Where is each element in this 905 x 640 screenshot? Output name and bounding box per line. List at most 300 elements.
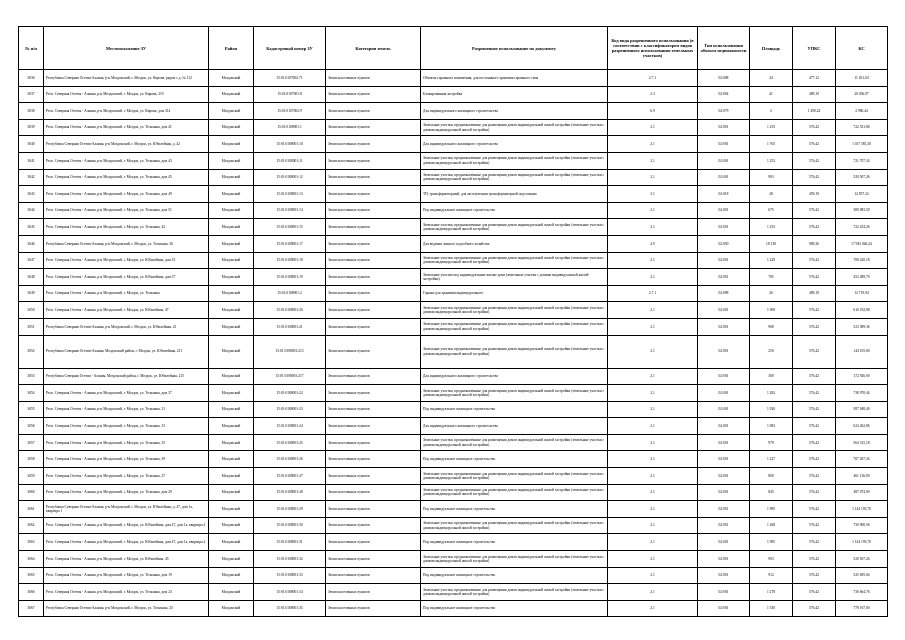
- cell-use-code: 2.1: [608, 252, 698, 269]
- cell-land-category: Земли населенных пунктов: [326, 517, 421, 534]
- cell-use-type: 02:001: [698, 252, 750, 269]
- cell-ks: 389 083,50: [836, 202, 888, 219]
- table-row: [19, 584, 888, 601]
- table-row: [19, 567, 888, 584]
- cell-use-type: 02:001: [698, 302, 750, 319]
- cell-upks: 576,42: [793, 517, 836, 534]
- cell-area: 2: [750, 103, 793, 120]
- cell-use-type: 02:050: [698, 235, 750, 252]
- cell-number: 3053: [19, 368, 44, 385]
- cell-district: Моздокский: [209, 103, 254, 120]
- cell-use-type: 02:018: [698, 186, 750, 203]
- cell-location: Респ. Северная Осетия - Алания, р-н Моздокский, г. Моздок, ул. Кирова, дом 314: [44, 103, 209, 120]
- cell-land-category: Земли населенных пунктов: [326, 335, 421, 368]
- col-header-ks: КС: [836, 27, 888, 70]
- cell-upks: 576,42: [793, 269, 836, 286]
- cell-cadastral-number: 15:01:0108001:1: [254, 119, 326, 136]
- cell-permitted-use: Гаражи для хранения индивидуального: [421, 285, 608, 302]
- cell-permitted-use: Блокированная застройка: [421, 86, 608, 103]
- cell-use-code: 2.1: [608, 152, 698, 169]
- cell-upks: 576,42: [793, 169, 836, 186]
- cell-area: 1 020: [750, 401, 793, 418]
- col-header-land-category: Категория земель: [326, 27, 421, 70]
- cell-permitted-use: Под индивидуальное жилищное строительство: [421, 534, 608, 551]
- cell-upks: 576,42: [793, 551, 836, 568]
- cell-ks: 1 144 193,70: [836, 501, 888, 518]
- table-row: [19, 534, 888, 551]
- cell-area: 1 069: [750, 302, 793, 319]
- cell-permitted-use: Объекты гаражного назначения, для постоянного хранения гаражного типа: [421, 70, 608, 87]
- cell-upks: 576,42: [793, 418, 836, 435]
- cell-permitted-use: Для ведения личного подсобного хозяйства: [421, 235, 608, 252]
- cell-use-type: 02:001: [698, 136, 750, 153]
- cell-ks: 452 489,70: [836, 269, 888, 286]
- cell-location: Респ. Северная Осетия - Алания, р-н Моздокский, г. Моздок, ул. Тельмана, 27: [44, 468, 209, 485]
- cell-number: 3046: [19, 235, 44, 252]
- cell-upks: 576,42: [793, 584, 836, 601]
- cell-number: 3051: [19, 318, 44, 335]
- cell-district: Моздокский: [209, 401, 254, 418]
- cell-number: 3041: [19, 152, 44, 169]
- cell-cadastral-number: 15:01:0108001:213: [254, 335, 326, 368]
- cell-number: 3048: [19, 269, 44, 286]
- cell-cadastral-number: 15:01:0108001:35: [254, 600, 326, 617]
- cell-upks: 576,42: [793, 202, 836, 219]
- cell-ks: 707 267,34: [836, 451, 888, 468]
- cell-land-category: Земли населенных пунктов: [326, 484, 421, 501]
- table-row: [19, 517, 888, 534]
- cell-location: Республика Северная Осетия-Алания, р-н Моздокский, г. Моздок, ул. Кирова, рядом с д. № 112: [44, 70, 209, 87]
- cell-land-category: Земли населенных пунктов: [326, 318, 421, 335]
- cell-ks: 520 507,26: [836, 169, 888, 186]
- cell-use-code: 2.7.1: [608, 70, 698, 87]
- col-header-district: Район: [209, 27, 254, 70]
- table-header-row: [19, 27, 888, 70]
- cell-use-type: 02:001: [698, 152, 750, 169]
- cell-use-code: 2.7.1: [608, 285, 698, 302]
- cell-ks: 172 926,00: [836, 368, 888, 385]
- cell-cadastral-number: 15:01:0108001:217: [254, 368, 326, 385]
- cell-ks: 17 945 046,24: [836, 235, 888, 252]
- table-row: [19, 318, 888, 335]
- cell-permitted-use: Земельные участки, предназначенные для размещения домов индивидуальной жилой застройки (земельные участки с домами индивидуальной жилой застройки): [421, 152, 608, 169]
- document-sheet: [18, 26, 887, 617]
- cell-use-type: 02:001: [698, 501, 750, 518]
- table-row: [19, 434, 888, 451]
- cell-number: 3045: [19, 219, 44, 236]
- cell-cadastral-number: 15:01:0108001:26: [254, 451, 326, 468]
- cell-land-category: Земли населенных пунктов: [326, 468, 421, 485]
- cell-use-code: 2.1: [608, 368, 698, 385]
- table-row: [19, 252, 888, 269]
- cell-number: 3055: [19, 401, 44, 418]
- table-row: [19, 285, 888, 302]
- cell-use-code: 2.1: [608, 567, 698, 584]
- cell-number: 3050: [19, 302, 44, 319]
- cell-location: Респ. Северная Осетия - Алания, р-н Моздокский, г. Моздок, ул. Тельмана, 42: [44, 219, 209, 236]
- cell-permitted-use: Земельные участки, предназначенные для размещения домов индивидуальной жилой застройки (земельные участки с домами индивидуальной жилой застройки): [421, 252, 608, 269]
- cell-upks: 576,42: [793, 567, 836, 584]
- cell-district: Моздокский: [209, 252, 254, 269]
- cell-use-type: 02:001: [698, 219, 750, 236]
- cell-use-code: 2.1: [608, 468, 698, 485]
- cell-use-type: 02:001: [698, 434, 750, 451]
- cell-upks: 576,42: [793, 434, 836, 451]
- cell-number: 3062: [19, 517, 44, 534]
- cell-district: Моздокский: [209, 567, 254, 584]
- cell-land-category: Земли населенных пунктов: [326, 551, 421, 568]
- cell-cadastral-number: 15:01:0108001:18: [254, 252, 326, 269]
- cell-area: 1 282: [750, 385, 793, 402]
- cell-use-code: 6.9: [608, 103, 698, 120]
- cell-number: 3060: [19, 484, 44, 501]
- cell-number: 3043: [19, 186, 44, 203]
- cell-use-code: 2.3: [608, 86, 698, 103]
- cell-land-category: Земли населенных пунктов: [326, 302, 421, 319]
- table-row: [19, 501, 888, 518]
- cell-area: 24: [750, 70, 793, 87]
- cell-number: 3037: [19, 86, 44, 103]
- cell-upks: 576,42: [793, 302, 836, 319]
- cell-area: 1 985: [750, 534, 793, 551]
- cell-ks: 1 017 381,30: [836, 136, 888, 153]
- cell-area: 1 252: [750, 152, 793, 169]
- cell-land-category: Земли населенных пунктов: [326, 584, 421, 601]
- cell-permitted-use: Земельные участки, предназначенные для размещения домов индивидуальной жилой застройки (земельные участки с домами индивидуальной жилой застройки): [421, 302, 608, 319]
- cell-cadastral-number: 15:01:0108001:24: [254, 418, 326, 435]
- cell-upks: 1 490,22: [793, 103, 836, 120]
- table-row: [19, 418, 888, 435]
- cell-area: 26: [750, 285, 793, 302]
- cell-location: Респ. Северная Осетия - Алания, р-н Моздокский, г. Моздок, ул. Юбилейная, 47: [44, 302, 209, 319]
- cell-upks: 489,19: [793, 285, 836, 302]
- cell-location: Республика Северная Осетия-Алания, р-н Моздокский, г. Моздок, ул. Тельмана, 25: [44, 600, 209, 617]
- cell-use-type: 02:001: [698, 517, 750, 534]
- cell-number: 3058: [19, 451, 44, 468]
- cell-number: 3067: [19, 600, 44, 617]
- cell-cadastral-number: 15:01:0108001:30: [254, 517, 326, 534]
- cell-area: 1 229: [750, 252, 793, 269]
- cell-permitted-use: Под индивидуальное жилищное строительство: [421, 501, 608, 518]
- cell-number: 3054: [19, 385, 44, 402]
- cell-cadastral-number: 15:01:0108001:20: [254, 302, 326, 319]
- cell-district: Моздокский: [209, 584, 254, 601]
- cell-ks: 1 144 193,70: [836, 534, 888, 551]
- cell-ks: 144 105,00: [836, 335, 888, 368]
- table-row: [19, 186, 888, 203]
- cell-use-code: 2.1: [608, 302, 698, 319]
- cell-number: 3044: [19, 202, 44, 219]
- cell-use-type: 02:001: [698, 269, 750, 286]
- cell-land-category: Земли населенных пунктов: [326, 269, 421, 286]
- cell-cadastral-number: 15:01:0108001:17: [254, 235, 326, 252]
- cell-permitted-use: ТП, трансформаторный, для эксплуатации трансформаторной подстанции: [421, 186, 608, 203]
- cell-ks: 523 389,36: [836, 318, 888, 335]
- cell-use-code: 2.1: [608, 551, 698, 568]
- cell-ks: 616 192,98: [836, 302, 888, 319]
- cell-ks: 525 695,04: [836, 567, 888, 584]
- cell-district: Моздокский: [209, 70, 254, 87]
- table-row: [19, 451, 888, 468]
- cell-land-category: Земли населенных пунктов: [326, 202, 421, 219]
- table-row: [19, 468, 888, 485]
- cell-use-code: 2.1: [608, 517, 698, 534]
- cell-district: Моздокский: [209, 186, 254, 203]
- cell-upks: 576,42: [793, 335, 836, 368]
- land-plot-table: [18, 26, 888, 617]
- cell-number: 3047: [19, 252, 44, 269]
- cell-upks: 576,42: [793, 119, 836, 136]
- cell-use-type: 02:001: [698, 567, 750, 584]
- cell-district: Моздокский: [209, 219, 254, 236]
- cell-cadastral-number: 15:01:0108001:23: [254, 401, 326, 418]
- cell-number: 3059: [19, 468, 44, 485]
- cell-upks: 576,42: [793, 368, 836, 385]
- cell-ks: 778 167,00: [836, 600, 888, 617]
- cell-use-code: 2.1: [608, 600, 698, 617]
- cell-upks: 576,42: [793, 468, 836, 485]
- cell-land-category: Земли населенных пунктов: [326, 136, 421, 153]
- cell-location: Республика Северная Осетия - Алания, Моздокский район, г. Моздок, ул. Юбилейная, 215: [44, 368, 209, 385]
- table-row: [19, 600, 888, 617]
- cell-district: Моздокский: [209, 285, 254, 302]
- cell-cadastral-number: 15:01:0108001:32: [254, 551, 326, 568]
- cell-location: Респ. Северная Осетия - Алания, р-н Моздокский, г. Моздок, ул. Тельмана, 33: [44, 418, 209, 435]
- cell-location: Респ. Северная Осетия - Алания, р-н Моздокский, г. Моздок, ул. Тельмана, 39: [44, 451, 209, 468]
- cell-area: 1 253: [750, 219, 793, 236]
- cell-district: Моздокский: [209, 434, 254, 451]
- cell-use-code: 2.1: [608, 534, 698, 551]
- cell-permitted-use: Земельные участки, предназначенные для размещения домов индивидуальной жилой застройки (земельные участки с домами индивидуальной жилой застройки): [421, 335, 608, 368]
- col-header-location: Местоположение ЗУ: [44, 27, 209, 70]
- cell-district: Моздокский: [209, 119, 254, 136]
- cell-use-type: 02:001: [698, 385, 750, 402]
- cell-area: 1 350: [750, 600, 793, 617]
- cell-permitted-use: Земельные участки, предназначенные для размещения домов индивидуальной жилой застройки (земельные участки с домами индивидуальной жилой застройки): [421, 119, 608, 136]
- cell-cadastral-number: 15:01:0108001:25: [254, 434, 326, 451]
- cell-area: 903: [750, 551, 793, 568]
- cell-ks: 587 948,40: [836, 401, 888, 418]
- cell-district: Моздокский: [209, 534, 254, 551]
- table-row: [19, 335, 888, 368]
- cell-use-code: 4.9: [608, 235, 698, 252]
- cell-location: Респ. Северная Осетия - Алания, р-н Моздокский, г. Моздок, ул. Кирова, 219: [44, 86, 209, 103]
- cell-ks: 722 254,26: [836, 219, 888, 236]
- cell-use-type: 02:001: [698, 484, 750, 501]
- table-row: [19, 70, 888, 87]
- cell-cadastral-number: 15:01:0107001:8: [254, 86, 326, 103]
- cell-upks: 576,42: [793, 501, 836, 518]
- cell-area: 18 138: [750, 235, 793, 252]
- cell-location: Респ. Северная Осетия - Алания, р-н Моздокский, г. Моздок, ул. Тельмана: [44, 285, 209, 302]
- cell-land-category: Земли населенных пунктов: [326, 186, 421, 203]
- cell-permitted-use: Земельные участки, предназначенные для размещения домов индивидуальной жилой застройки (земельные участки с домами индивидуальной жилой застройки): [421, 169, 608, 186]
- cell-land-category: Земли населенных пунктов: [326, 368, 421, 385]
- cell-location: Республика Северная Осетия-Алания, р-н Моздокский, г. Моздок, ул. Тельмана, 36: [44, 235, 209, 252]
- cell-district: Моздокский: [209, 335, 254, 368]
- cell-district: Моздокский: [209, 152, 254, 169]
- cell-use-type: 02:001: [698, 451, 750, 468]
- cell-use-type: 02:001: [698, 551, 750, 568]
- cell-upks: 576,42: [793, 534, 836, 551]
- cell-use-code: 2.1: [608, 484, 698, 501]
- cell-cadastral-number: 15:01:0108001:22: [254, 385, 326, 402]
- cell-ks: 12 719,94: [836, 285, 888, 302]
- cell-location: Республика Северная Осетия-Алания, р-н Моздокский, г. Моздок, ул. Юбилейная, д. 42: [44, 136, 209, 153]
- cell-cadastral-number: 15:01:0108001:29: [254, 501, 326, 518]
- cell-upks: 989,36: [793, 235, 836, 252]
- table-row: [19, 368, 888, 385]
- cell-location: Респ. Северная Осетия - Алания, р-н Моздокский, г. Моздок, ул. Тельмана, 35: [44, 434, 209, 451]
- cell-ks: 721 707,34: [836, 152, 888, 169]
- cell-location: Респ. Северная Осетия - Алания, р-н Моздокский, г. Моздок, ул. Тельмана, дом 23: [44, 584, 209, 601]
- cell-location: Респ. Северная Осетия - Алания, р-н Моздокский, г. Моздок, ул. Тельмана, дом 43: [44, 152, 209, 169]
- cell-use-code: 3.1: [608, 186, 698, 203]
- cell-area: 675: [750, 202, 793, 219]
- cell-district: Моздокский: [209, 368, 254, 385]
- cell-permitted-use: Земельные участки, предназначенные для размещения домов индивидуальной жилой застройки (земельные участки с домами индивидуальной жилой застройки): [421, 484, 608, 501]
- col-header-number: № п/п: [19, 27, 44, 70]
- cell-cadastral-number: 15:01:0108001:28: [254, 484, 326, 501]
- cell-location: Респ. Северная Осетия - Алания, р-н Моздокский, г. Моздок, ул. Юбилейная, дом 33: [44, 252, 209, 269]
- cell-area: 250: [750, 335, 793, 368]
- cell-cadastral-number: 15:01:0107002:71: [254, 70, 326, 87]
- cell-number: 3064: [19, 551, 44, 568]
- table-row: [19, 202, 888, 219]
- cell-area: 908: [750, 318, 793, 335]
- cell-area: 912: [750, 567, 793, 584]
- cell-location: Респ. Северная Осетия - Алания, р-н Моздокский, г. Моздок, ул. Юбилейная, дом 47, дом 1а, квартира 2: [44, 517, 209, 534]
- cell-use-type: 02:008: [698, 285, 750, 302]
- cell-cadastral-number: 15:01:0108001:10: [254, 136, 326, 153]
- cell-use-code: 2.1: [608, 401, 698, 418]
- table-row: [19, 103, 888, 120]
- table-row: [19, 119, 888, 136]
- cell-permitted-use: Земельные участки, предназначенные для размещения домов индивидуальной жилой застройки (земельные участки с домами индивидуальной жилой застройки): [421, 385, 608, 402]
- cell-land-category: Земли населенных пунктов: [326, 501, 421, 518]
- cell-number: 3056: [19, 418, 44, 435]
- cell-district: Моздокский: [209, 269, 254, 286]
- cell-district: Моздокский: [209, 451, 254, 468]
- cell-location: Респ. Северная Осетия - Алания, р-н Моздокский, г. Моздок, ул. Тельмана, дом 41: [44, 119, 209, 136]
- cell-permitted-use: Земельные участки под индивидуальные жилые дома (земельные участки с домами индивидуальной жилой застройки): [421, 269, 608, 286]
- cell-upks: 489,19: [793, 86, 836, 103]
- cell-cadastral-number: 15:01:0108001:2: [254, 285, 326, 302]
- cell-cadastral-number: 15:01:0108001:11: [254, 152, 326, 169]
- cell-use-code: 2.1: [608, 169, 698, 186]
- cell-location: Респ. Северная Осетия - Алания, р-н Моздокский, г. Моздок, ул. Тельмана, дом 29: [44, 484, 209, 501]
- cell-permitted-use: Для индивидуального жилищного строительства: [421, 418, 608, 435]
- cell-location: Республика Северная Осетия-Алания, Моздокский район, г. Моздок, ул. Юбилейная, 211: [44, 335, 209, 368]
- cell-use-type: 02:004: [698, 86, 750, 103]
- col-header-use-type: Тип использования объекта недвижимости: [698, 27, 750, 70]
- cell-area: 1 765: [750, 136, 793, 153]
- cell-area: 1 278: [750, 584, 793, 601]
- cell-district: Моздокский: [209, 501, 254, 518]
- cell-permitted-use: Под индивидуальное жилищное строительство: [421, 401, 608, 418]
- cell-use-code: 2.1: [608, 136, 698, 153]
- cell-ks: 708 420,18: [836, 252, 888, 269]
- cell-location: Респ. Северная Осетия - Алания, р-н Моздокский, г. Моздок, ул. Юбилейная, 45: [44, 551, 209, 568]
- cell-land-category: Земли населенных пунктов: [326, 600, 421, 617]
- col-header-permitted-use: Разрешенное использование по документу: [421, 27, 608, 70]
- cell-land-category: Земли населенных пунктов: [326, 219, 421, 236]
- cell-upks: 576,42: [793, 401, 836, 418]
- cell-number: 3061: [19, 501, 44, 518]
- cell-land-category: Земли населенных пунктов: [326, 86, 421, 103]
- cell-use-type: 02:008: [698, 70, 750, 87]
- cell-ks: 736 664,76: [836, 584, 888, 601]
- cell-location: Респ. Северная Осетия - Алания, р-н Моздокский, г. Моздок, ул. Тельмана, дом 19: [44, 567, 209, 584]
- cell-location: Респ. Северная Осетия - Алания, р-н Моздокский, г. Моздок, ул. Тельмана, 31: [44, 401, 209, 418]
- cell-district: Моздокский: [209, 235, 254, 252]
- cell-district: Моздокский: [209, 86, 254, 103]
- cell-upks: 576,42: [793, 152, 836, 169]
- cell-permitted-use: Под индивидуальное жилищное строительство: [421, 600, 608, 617]
- cell-use-code: 2.1: [608, 385, 698, 402]
- cell-district: Моздокский: [209, 484, 254, 501]
- cell-cadastral-number: 15:01:0108001:34: [254, 584, 326, 601]
- cell-upks: 576,42: [793, 385, 836, 402]
- cell-location: Республика Северная Осетия-Алания, р-н Моздокский, г. Моздок, ул. Юбилейная, 41: [44, 318, 209, 335]
- cell-permitted-use: Под индивидуальное жилищное строительство: [421, 202, 608, 219]
- cell-area: 1 083: [750, 418, 793, 435]
- table-row: [19, 401, 888, 418]
- cell-ks: 20 056,97: [836, 86, 888, 103]
- cell-cadastral-number: 15:01:0108001:19: [254, 269, 326, 286]
- cell-location: Респ. Северная Осетия - Алания, р-н Моздокский, г. Моздок, ул. Юбилейная, дом 47, дом 1а, квартира 2: [44, 534, 209, 551]
- cell-area: 1 227: [750, 451, 793, 468]
- cell-upks: 576,42: [793, 318, 836, 335]
- cell-use-type: 02:079: [698, 103, 750, 120]
- cell-location: Респ. Северная Осетия - Алания, р-н Моздокский, г. Моздок, ул. Тельмана, дом 49: [44, 186, 209, 203]
- cell-upks: 576,42: [793, 484, 836, 501]
- cell-permitted-use: Земельные участки, предназначенные для размещения домов индивидуальной жилой застройки (земельные участки с домами индивидуальной жилой застройки): [421, 584, 608, 601]
- cell-land-category: Земли населенных пунктов: [326, 152, 421, 169]
- table-row: [19, 302, 888, 319]
- cell-location: Республика Северная Осетия-Алания, р-н Моздокский, г. Моздок, ул. Юбилейная, д. 47, дом 1а, квартира 1: [44, 501, 209, 518]
- cell-number: 3039: [19, 119, 44, 136]
- cell-number: 3057: [19, 434, 44, 451]
- table-row: [19, 219, 888, 236]
- cell-use-code: 2.1: [608, 434, 698, 451]
- cell-use-type: 02:001: [698, 401, 750, 418]
- cell-number: 3049: [19, 285, 44, 302]
- cell-cadastral-number: 15:01:0108001:13: [254, 186, 326, 203]
- cell-cadastral-number: 15:01:0108001:21: [254, 318, 326, 335]
- cell-use-type: 02:001: [698, 368, 750, 385]
- cell-ks: 487 074,90: [836, 484, 888, 501]
- cell-area: 1 253: [750, 119, 793, 136]
- cell-cadastral-number: 15:01:0108001:33: [254, 567, 326, 584]
- cell-permitted-use: Для индивидуального жилищного строительства: [421, 136, 608, 153]
- cell-permitted-use: Земельные участки, предназначенные для размещения домов индивидуальной жилой застройки (земельные участки с домами индивидуальной жилой застройки): [421, 468, 608, 485]
- cell-district: Моздокский: [209, 302, 254, 319]
- cell-permitted-use: Под индивидуальное жилищное строительство: [421, 451, 608, 468]
- cell-use-code: 2.1: [608, 418, 698, 435]
- cell-upks: 459,19: [793, 186, 836, 203]
- cell-use-type: 02:001: [698, 169, 750, 186]
- cell-use-type: 02:001: [698, 318, 750, 335]
- cell-district: Моздокский: [209, 600, 254, 617]
- cell-permitted-use: Земельные участки, предназначенные для размещения домов индивидуальной жилой застройки (земельные участки с домами индивидуальной жилой застройки): [421, 434, 608, 451]
- table-row: [19, 484, 888, 501]
- cell-use-code: 2.1: [608, 584, 698, 601]
- cell-permitted-use: Земельные участки, предназначенные для размещения домов индивидуальной жилой застройки (земельные участки с домами индивидуальной жилой застройки): [421, 219, 608, 236]
- table-row: [19, 551, 888, 568]
- cell-area: 28: [750, 186, 793, 203]
- cell-use-type: 02:001: [698, 418, 750, 435]
